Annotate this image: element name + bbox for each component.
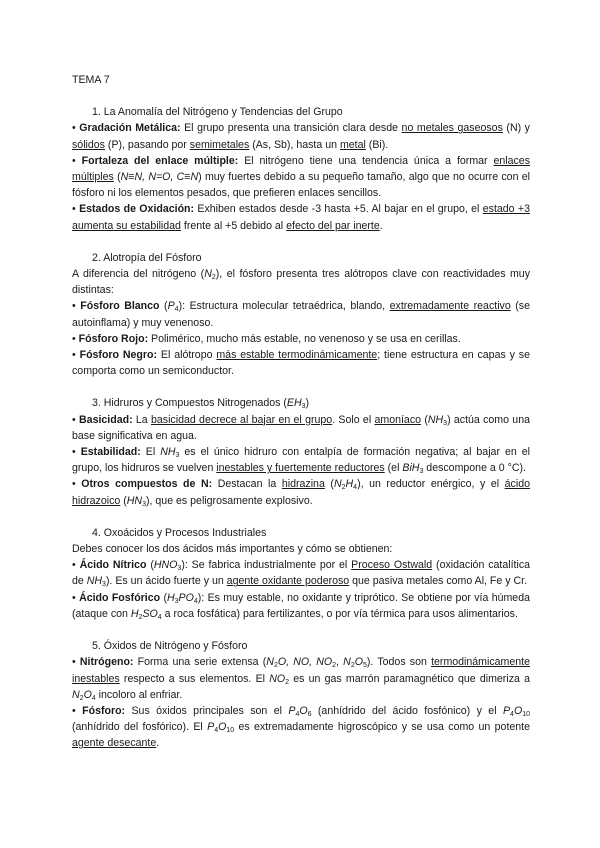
section-4 xyxy=(72,525,530,622)
bullet-label: Nitrógeno: xyxy=(79,656,134,669)
formula: O xyxy=(218,721,227,734)
bullet-mark: • xyxy=(72,656,76,669)
underlined-term: enlaces múltiples xyxy=(72,154,530,184)
formula: P xyxy=(207,721,215,734)
bullet-acido-fosforico: • Ácido Fosfórico $(H_3PO_4)$: Es muy estable, no oxidante y triprótico. Se obtiene por vía húmeda (ataque con $H_2SO_4$ a roca fosfática) para fertilizantes, o por vía térmica para usos alimentarios. xyxy=(72,591,530,621)
bullet-estados-oxidacion: • Estados de Oxidación: Exhiben estados desde -3 hasta +5. Al bajar en el grupo, el estado +3 aumenta su estabilidad frente al +5 debido al efecto del par inerte. xyxy=(72,203,530,232)
formula: P xyxy=(167,300,175,313)
formula: NO xyxy=(269,672,286,685)
formula: N xyxy=(266,656,274,669)
bullet-label: Ácido Nítrico xyxy=(79,559,147,572)
section-5-heading: 5. Óxidos de Nitrógeno y Fósforo xyxy=(92,640,248,653)
bullet-mark: • xyxy=(72,349,76,362)
underlined-term: efecto del par inerte xyxy=(286,219,380,232)
bullet-mark: • xyxy=(72,591,76,604)
bullet-mark: • xyxy=(72,704,76,717)
underlined-term: ácido hidrazoico xyxy=(72,478,530,507)
bullet-otros-compuestos: • Otros compuestos de N: Destacan la hidrazina $(N_2H_4)$, un reductor enérgico, y el ácido hidrazoico $(HN_3)$, que es peligrosamente explosivo. xyxy=(72,478,530,508)
formula: N xyxy=(333,478,342,491)
formula: O xyxy=(513,704,523,717)
bullet-label: Estabilidad: xyxy=(80,446,141,459)
formula: H xyxy=(166,591,175,604)
formula: NH xyxy=(86,575,103,588)
formula: H xyxy=(345,478,354,491)
formula: HNO xyxy=(153,559,178,572)
bullet-fosforo-negro: • Fósforo Negro: El alótropo más estable termodinámicamente; tiene estructura en capas y se comporta como un semiconductor. xyxy=(72,349,530,378)
underlined-term: basicidad decrece al bajar en el grupo xyxy=(151,413,333,426)
formula: EH xyxy=(286,397,302,410)
formula: N≡N, N=O, C≡N xyxy=(120,171,199,184)
bullet-label: Estados de Oxidación: xyxy=(79,203,195,216)
bullet-mark: • xyxy=(72,413,76,426)
underlined-term: hidrazina xyxy=(281,478,325,491)
formula: HN xyxy=(126,494,143,507)
underlined-term: termodinámicamente inestables xyxy=(72,656,530,685)
bullet-label: Gradación Metálica: xyxy=(79,122,181,135)
section-4-intro: Debes conocer los dos ácidos más importantes y cómo se obtienen: xyxy=(72,543,393,556)
underlined-term: estado +3 aumenta su estabilidad xyxy=(72,203,530,232)
underlined-term: más estable termodinámicamente xyxy=(216,349,378,362)
formula: P xyxy=(288,704,296,717)
formula: N xyxy=(204,268,212,281)
bullet-fosforo-blanco: • Fósforo Blanco $(P_4)$: Estructura molecular tetraédrica, blando, extremadamente reactivo (se autoinflama) y muy venenoso. xyxy=(72,300,530,329)
underlined-term: Proceso Ostwald xyxy=(351,559,433,572)
section-2-heading: 2. Alotropía del Fósforo xyxy=(92,251,202,264)
bullet-label: Fósforo Negro: xyxy=(79,349,158,362)
bullet-label: Otros compuestos de N: xyxy=(81,478,213,491)
bullet-gradacion-metalica: • Gradación Metálica: El grupo presenta una transición clara desde no metales gaseosos (N) y sólidos (P), pasando por semimetales (As, Sb), hasta un metal (Bi). xyxy=(72,122,530,151)
section-5 xyxy=(72,638,530,751)
underlined-term: inestables y fuertemente reductores xyxy=(216,462,385,475)
bullet-label: Fósforo Blanco xyxy=(80,300,160,313)
underlined-term: amoníaco xyxy=(374,413,422,426)
formula: H xyxy=(130,607,139,620)
bullet-mark: • xyxy=(72,478,76,491)
formula: P xyxy=(502,704,511,717)
formula: O xyxy=(299,704,308,717)
formula: NH xyxy=(160,446,176,459)
bullet-label: Fósforo: xyxy=(82,704,126,717)
bullet-mark: • xyxy=(72,446,76,459)
underlined-term: semimetales xyxy=(189,138,250,151)
bullet-label: Ácido Fosfórico xyxy=(79,591,161,604)
bullet-label: Fósforo Rojo: xyxy=(78,332,149,345)
bullet-fortaleza-enlace: • Fortaleza del enlace múltiple: El nitrógeno tiene una tendencia única a formar enlaces múltiples (N≡N, N=O, C≡N) muy fuertes debido a su pequeño tamaño, algo que no ocurre con el fósforo ni los elementos pesados, que prefieren enlaces sencillos. xyxy=(72,154,530,200)
bullet-oxidos-fosforo: • Fósforo: Sus óxidos principales son el $P_4O_6$ (anhídrido del ácido fosfónico) y el $P_4O_{10}$ (anhídrido del fosfórico). El $P_4O_{10}$ es extremadamente higroscópico y se usa como un potente agente desecante. xyxy=(72,704,531,750)
formula: N xyxy=(72,688,80,701)
bullet-label: Fortaleza del enlace múltiple: xyxy=(81,154,239,167)
underlined-term: agente oxidante poderoso xyxy=(226,575,350,588)
section-1-heading: 1. La Anomalía del Nitrógeno y Tendencias del Grupo xyxy=(92,106,343,119)
bullet-mark: • xyxy=(72,559,76,572)
section-2 xyxy=(72,250,530,380)
formula: SO xyxy=(142,607,158,620)
bullet-mark: • xyxy=(72,332,76,345)
formula: O xyxy=(83,688,92,701)
bullet-fosforo-rojo: • Fósforo Rojo: Polimérico, mucho más estable, no venenoso y se usa en cerillas. xyxy=(72,332,461,345)
formula: PO xyxy=(178,591,194,604)
bullet-basicidad: • Basicidad: La basicidad decrece al bajar en el grupo. Solo el amoníaco $(NH_3)$ actúa como una base significativa en agua. xyxy=(72,413,530,442)
bullet-acido-nitrico: • Ácido Nítrico $(HNO_3)$: Se fabrica industrialmente por el Proceso Ostwald (oxidación catalítica de $NH_3$). Es un ácido fuerte y un agente oxidante poderoso que pasiva metales como Al, Fe y Cr. xyxy=(72,559,531,589)
underlined-term: agente desecante xyxy=(72,737,157,750)
document-title: TEMA 7 xyxy=(72,74,110,86)
section-4-heading: 4. Oxoácidos y Procesos Industriales xyxy=(92,526,267,539)
bullet-estabilidad: • Estabilidad: El $NH_3$ es el único hidruro con entalpía de formación negativa; al bajar en el grupo, los hidruros se vuelven inestables y fuertemente reductores (el BiH$_3$ descompone a 0 °C). xyxy=(72,446,530,476)
section-3 xyxy=(72,395,530,508)
bullet-mark: • xyxy=(72,122,76,135)
formula: N xyxy=(343,656,351,669)
formula: O xyxy=(354,656,363,669)
bullet-oxidos-nitrogeno: • Nitrógeno: Forma una serie extensa ($N_2O$, NO, $NO_2$, $N_2O_5$). Todos son termodinámicamente inestables respecto a sus elementos. El $NO_2$ es un gas marrón paramagnético que dimeriza a $N_2O_4$ incoloro al enfriar. xyxy=(72,656,530,702)
formula: BiH xyxy=(402,462,420,475)
formula: O, NO, NO xyxy=(277,656,333,669)
bullet-mark: • xyxy=(72,154,76,167)
bullet-mark: • xyxy=(72,203,76,216)
section-1 xyxy=(72,104,530,234)
underlined-term: extremadamente reactivo xyxy=(389,300,511,313)
underlined-term: metal xyxy=(339,138,366,151)
section-3-heading: 3. Hidruros y Compuestos Nitrogenados $(EH_3)$ xyxy=(92,397,310,411)
bullet-mark: • xyxy=(72,300,76,313)
underlined-term: no metales gaseosos xyxy=(401,122,503,135)
formula: NH xyxy=(427,413,444,426)
bullet-label: Basicidad: xyxy=(79,413,133,426)
section-2-intro: A diferencia del nitrógeno $(N_2)$, el fósforo presenta tres alótropos clave con reactividades muy distintas: xyxy=(72,268,530,297)
underlined-term: sólidos xyxy=(72,138,105,151)
